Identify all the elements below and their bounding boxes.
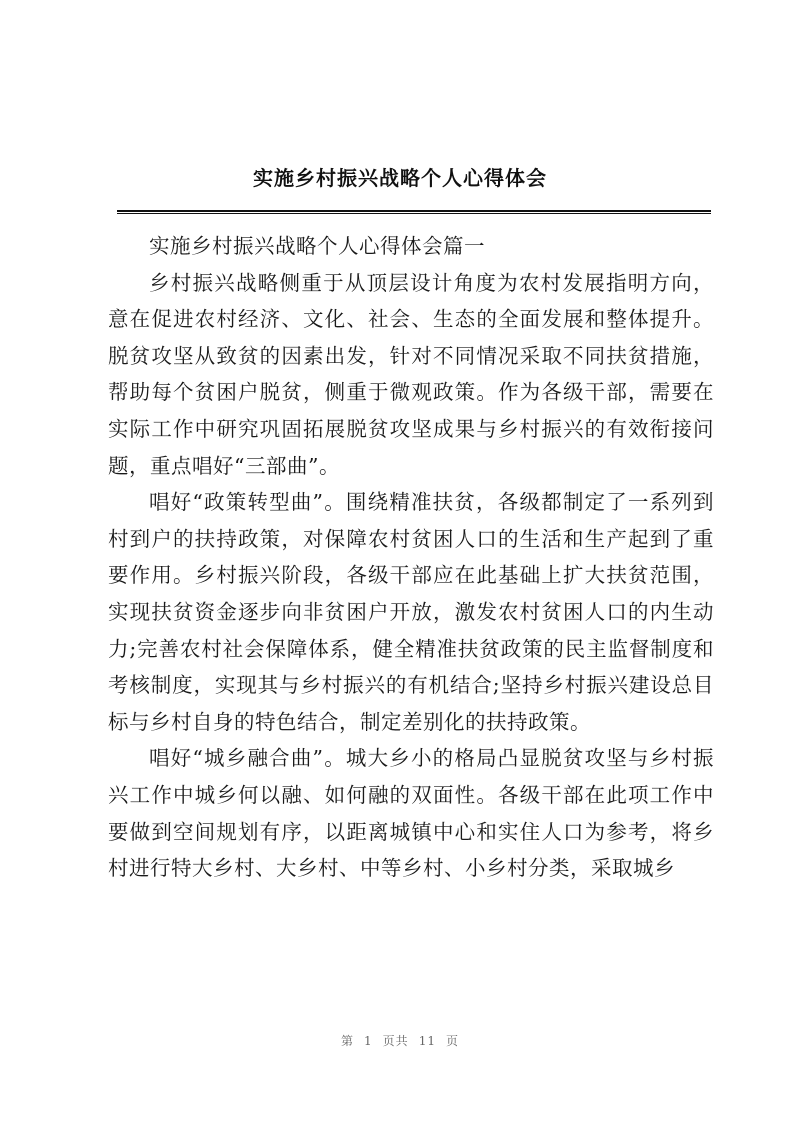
- footer-prefix: 第: [341, 1034, 355, 1048]
- page-number: 1: [364, 1034, 373, 1048]
- body-paragraph: 唱好“政策转型曲”。围绕精准扶贫，各级都制定了一系列到村到户的扶持政策，对保障农村贫困人口的生活和生产起到了重要作用。乡村振兴阶段，各级干部应在此基础上扩大扶贫范围，实现扶贫资金逐步向非贫困户开放，激发农村贫困人口的内生动力;完善农村社会保障体系，健全精准扶贫政策的民主监督制度和考核制度，实现其与乡村振兴的有机结合;坚持乡村振兴建设总目标与乡村自身的特色结合，制定差别化的扶持政策。: [108, 490, 714, 734]
- footer-middle: 页共: [382, 1034, 409, 1048]
- document-body: [108, 228, 714, 887]
- section-heading: 实施乡村振兴战略个人心得体会篇一: [149, 234, 485, 258]
- body-paragraph: 唱好“城乡融合曲”。城大乡小的格局凸显脱贫攻坚与乡村振兴工作中城乡何以融、如何融的双面性。各级干部在此项工作中要做到空间规划有序，以距离城镇中心和实住人口为参考，将乡村进行特大乡村、大乡村、中等乡村、小乡村分类，采取城乡: [108, 746, 714, 881]
- total-pages: 11: [418, 1034, 436, 1048]
- footer-suffix: 页: [445, 1034, 459, 1048]
- body-paragraph: 乡村振兴战略侧重于从顶层设计角度为农村发展指明方向，意在促进农村经济、文化、社会、生态的全面发展和整体提升。脱贫攻坚从致贫的因素出发，针对不同情况采取不同扶贫措施，帮助每个贫困户脱贫，侧重于微观政策。作为各级干部，需要在实际工作中研究巩固拓展脱贫攻坚成果与乡村振兴的有效衔接问题，重点唱好“三部曲”。: [108, 270, 714, 478]
- document-title: 实施乡村振兴战略个人心得体会: [253, 166, 547, 190]
- title-divider: [117, 210, 711, 214]
- page-footer: [0, 1032, 800, 1049]
